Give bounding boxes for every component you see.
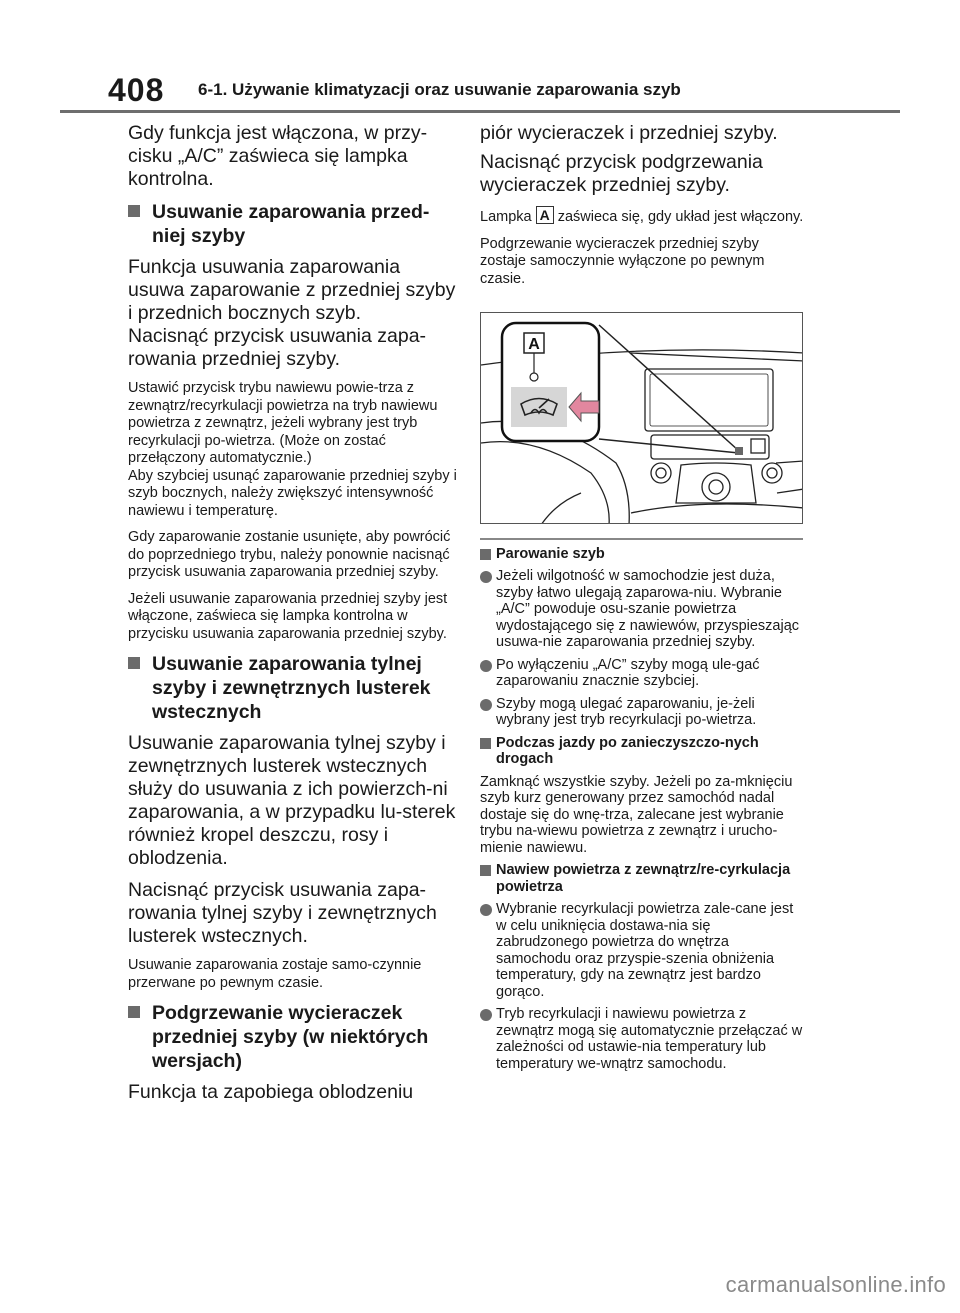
- bullet-dot-icon: [480, 904, 492, 916]
- dashboard-drawing: [481, 313, 803, 524]
- square-marker-icon: [480, 865, 491, 876]
- front-defog-note: Gdy zaparowanie zostanie usunięte, aby powrócić do poprzedniego trybu, należy ponownie nacisnąć przycisk usuwania zaparowania przedniej szyby.: [128, 529, 451, 580]
- subheading-text: Nawiew powietrza z zewnątrz/re-cyrkulacja powietrza: [496, 862, 791, 895]
- bullet-dot-icon: [480, 699, 492, 711]
- wiper-deicer-body-continued: piór wycieraczek i przedniej szyby.: [480, 122, 778, 144]
- watermark: carmanualsonline.info: [725, 1272, 946, 1297]
- rear-defog-body: Usuwanie zaparowania tylnej szyby i zewnętrznych lusterek wstecznych służy do usuwania z ich powierzch-ni zaparowania, a w przypadku lu-sterek również kropel deszczu, rosy i oblodzenia.: [128, 732, 456, 869]
- bullet-item: [480, 568, 805, 651]
- front-defog-note: Aby szybciej usunąć zaparowanie przedniej szyby i szyb bocznych, należy zwiększyć intensywność nawiewu i temperaturę.: [128, 467, 457, 519]
- subheading-text: Parowanie szyb: [496, 545, 605, 562]
- chapter-title: 6-1. Używanie klimatyzacji oraz usuwanie zaparowania szyb: [198, 80, 681, 99]
- bullet-dot-icon: [480, 1009, 492, 1021]
- subheading-text: Podczas jazdy po zanieczyszczo-nych drogach: [496, 734, 759, 767]
- bullet-dot-icon: [480, 571, 492, 583]
- rear-defog-instruction: Nacisnąć przycisk usuwania zapa-rowania tylnej szyby i zewnętrznych lusterek wstecznych.: [128, 879, 437, 947]
- lamp-badge-a: A: [536, 206, 554, 224]
- subheading-dusty-roads: [480, 735, 805, 768]
- bullet-item: [480, 696, 805, 729]
- square-marker-icon: [128, 1006, 140, 1018]
- header-rule: [60, 110, 900, 113]
- lamp-text-before: Lampka: [480, 209, 532, 225]
- subheading-recirculation: [480, 862, 805, 895]
- square-marker-icon: [128, 657, 140, 669]
- bullet-text: Szyby mogą ulegać zaparowaniu, je-żeli wybrany jest tryb recyrkulacji po-wietrza.: [496, 695, 757, 728]
- heading-text: Usuwanie zaparowania przed-niej szyby: [152, 201, 430, 247]
- page-header: [60, 72, 900, 116]
- bullet-item: [480, 901, 805, 1000]
- wiper-deicer-body: Funkcja ta zapobiega oblodzeniu: [128, 1081, 414, 1103]
- dusty-roads-body: Zamknąć wszystkie szyby. Jeżeli po za-mknięciu szyb kurz generowany przez samochód nadal dostaje się do wnę-trza, zalecane jest wybranie trybu na-wiewu powietrza z zewnątrz i urucho-mienie nawiewu.: [480, 773, 793, 856]
- front-defog-note: Jeżeli usuwanie zaparowania przedniej szyby jest włączone, zaświeca się lampka kontrolna w przycisku usuwania zaparowania przedniej szyby.: [128, 590, 448, 642]
- bullet-dot-icon: [480, 660, 492, 672]
- left-column: [128, 122, 458, 1113]
- front-defog-note: Ustawić przycisk trybu nawiewu powie-trza z zewnątrz/recyrkulacji powietrza na tryb nawiewu powietrza z zewnątrz, jeżeli wybrany jest tryb recyrkulacji po-wietrza. (Może on zostać przełączony automatycznie.): [128, 380, 438, 466]
- page-number: 408: [108, 72, 165, 108]
- wiper-lamp-note: [480, 206, 805, 227]
- intro-text: Gdy funkcja jest włączona, w przy-cisku „A/C” zaświeca się lampka kontrolna.: [128, 122, 428, 190]
- square-marker-icon: [128, 205, 140, 217]
- section-heading-rear-defog: [128, 652, 458, 724]
- section-heading-wiper-deicer: [128, 1001, 458, 1073]
- bullet-item: [480, 657, 805, 690]
- square-marker-icon: [480, 549, 491, 560]
- section-heading-front-defog: [128, 200, 458, 248]
- front-defog-instruction: Nacisnąć przycisk usuwania zapa-rowania przedniej szyby.: [128, 325, 427, 370]
- figure-label-a: A: [528, 336, 540, 353]
- heading-text: Podgrzewanie wycieraczek przedniej szyby (w niektórych wersjach): [152, 1002, 429, 1072]
- dashboard-illustration: [480, 312, 803, 524]
- front-defog-body: Funkcja usuwania zaparowania usuwa zaparowanie z przedniej szyby i przednich bocznych szyb.: [128, 256, 456, 324]
- bullet-text: Tryb recyrkulacji i nawiewu powietrza z zewnątrz mogą się automatycznie przełączać w zależności od ustawie-nia temperatury lub temperatury we-wnątrz samochodu.: [496, 1006, 803, 1072]
- rear-defog-note: Usuwanie zaparowania zostaje samo-czynnie przerwane po pewnym czasie.: [128, 957, 422, 991]
- heading-text: Usuwanie zaparowania tylnej szyby i zewnętrznych lusterek wstecznych: [152, 653, 431, 723]
- square-marker-icon: [480, 738, 491, 749]
- bullet-item: [480, 1006, 805, 1072]
- bullet-text: Po wyłączeniu „A/C” szyby mogą ule-gać zaparowaniu znacznie szybciej.: [496, 656, 760, 689]
- wiper-auto-off-note: Podgrzewanie wycieraczek przedniej szyby zostaje samoczynnie wyłączone po pewnym czasie.: [480, 235, 765, 287]
- right-column: [480, 122, 805, 1078]
- wiper-deicer-instruction: Nacisnąć przycisk podgrzewania wycieraczek przedniej szyby.: [480, 151, 763, 196]
- subheading-fog: [480, 546, 805, 563]
- bullet-text: Wybranie recyrkulacji powietrza zale-cane jest w celu uniknięcia dostawa-nia się zabrudzonego powietrza do wnętrza samochodu oraz przyspie-szenia obniżenia temperatury, gdy na zewnątrz jest bardzo gorąco.: [496, 901, 794, 1000]
- bullet-text: Jeżeli wilgotność w samochodzie jest duża, szyby łatwo ulegają zaparowa-niu. Wybranie „A/C” powoduje osu-szanie powietrza wydostającego się z nawiewów, przyspieszając usuwa-nie zaparowania przedniej szyby.: [496, 568, 800, 650]
- section-divider: [480, 538, 803, 540]
- lamp-text-after: zaświeca się, gdy układ jest włączony.: [557, 209, 804, 225]
